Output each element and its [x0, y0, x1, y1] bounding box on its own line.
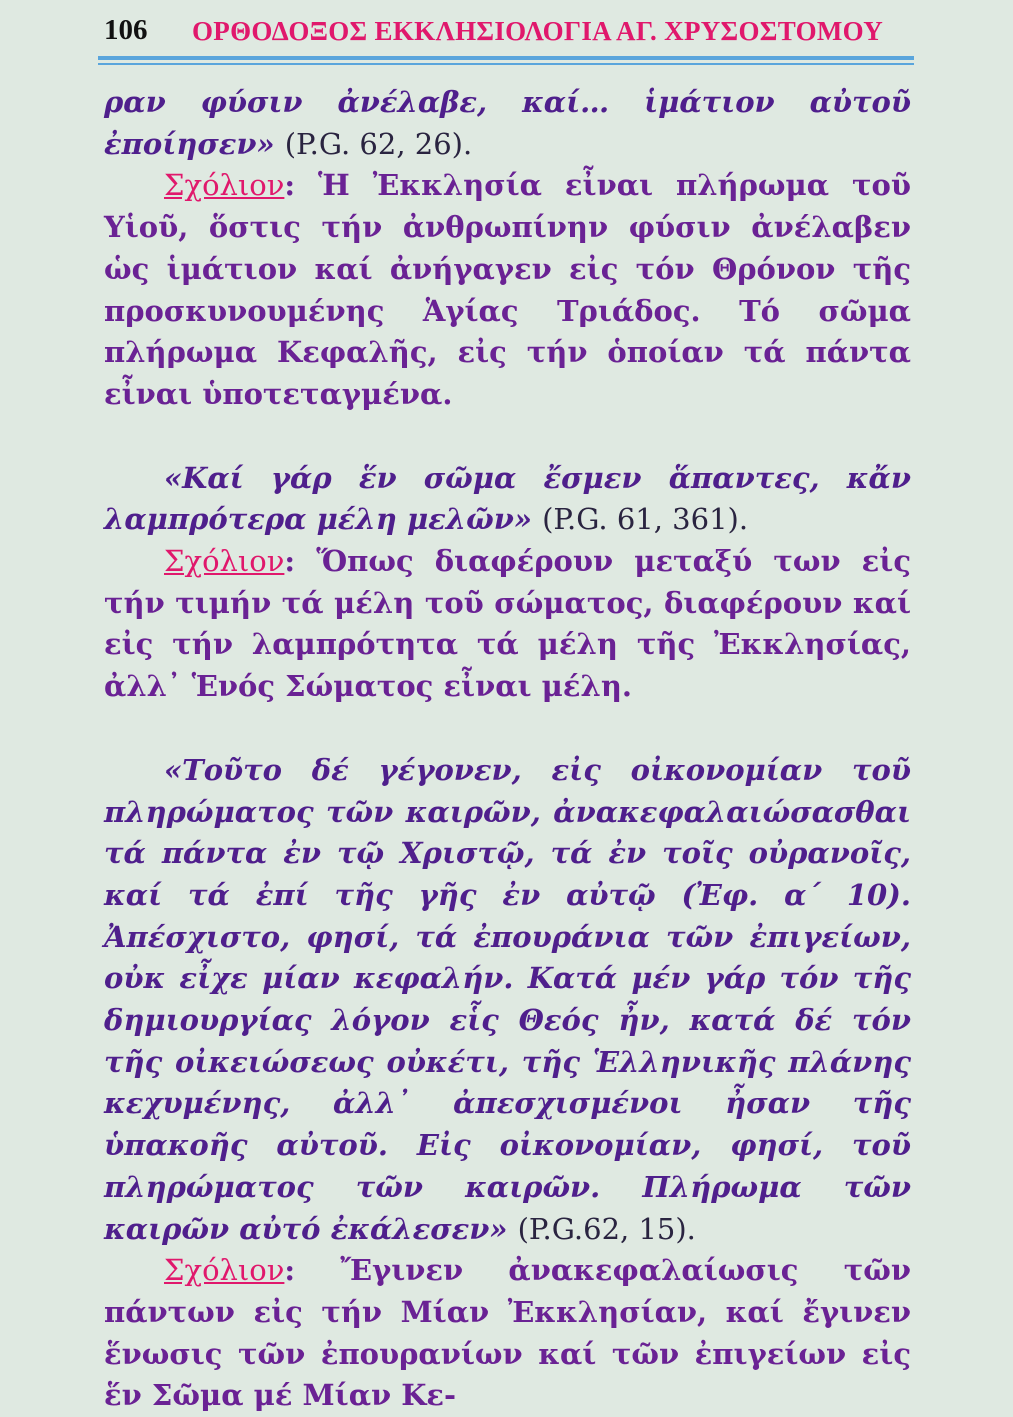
quote-text: «Τοῦτο δέ γέγονεν, εἰς οἰκονομίαν τοῦ πληρώματος τῶν καιρῶν, ἀνακεφαλαιώσασθαι τά πάντα ἐν τῷ Χριστῷ, τά ἐν τοῖς οὐρανοῖς, καί τά ἐπί τῆς γῆς ἐν αὐτῷ (Ἐφ. α΄ 10). Ἀπέσχιστο, φησί, τά ἐπουράνια τῶν ἐπιγείων, οὐκ εἶχε μίαν κεφαλήν. Κατά μέν γάρ τόν τῆς δημιουργίας λόγον εἷς Θεός ἦν, κατά δέ τόν τῆς οἰκειώσεως οὐκέτι, τῆς Ἑλληνικῆς πλάνης κεχυμένης, ἀλλ᾽ ἀπεσχισμένοι ἦσαν τῆς ὑπακοῆς αὐτοῦ. Εἰς οἰκονομίαν, φησί, τοῦ πληρώματος τῶν καιρῶν. Πλήρωμα τῶν καιρῶν αὐτό ἐκάλεσεν»	[104, 752, 911, 1246]
scholion-text: : Ἡ Ἐκκλησία εἶναι πλήρωμα τοῦ Υἱοῦ, ὅστις τήν ἀνθρωπίνην φύσιν ἀνέλαβεν ὡς ἱμάτιον καί ἀνήγαγεν εἰς τόν Θρόνον τῆς προσκυνουμένης Ἁγίας Τριάδος. Τό σῶμα πλήρωμα Κεφαλῆς, εἰς τήν ὁποίαν τά πάντα εἶναι ὑποτεταγμένα.	[104, 168, 911, 411]
scholion-text: : Ὅπως διαφέρουν μεταξύ των εἰς τήν τιμήν τά μέλη τοῦ σώματος, διαφέρουν καί εἰς τήν λαμπρότητα τά μέλη τῆς Ἐκκλησίας, ἀλλ᾽ Ἑνός Σώματος εἶναι μέλη.	[104, 544, 911, 704]
running-header-title: ΟΡΘΟΔΟΞΟΣ ΕΚΚΛΗΣΙΟΛΟΓΙΑ ΑΓ. ΧΡΥΣΟΣΤΟΜΟΥ	[192, 16, 884, 46]
scholion-label: Σχόλιον	[164, 544, 285, 579]
quote-text: ραν φύσιν ἀνέλαβε, καί… ἱμάτιον αὐτοῦ ἐποίησεν»	[104, 85, 911, 161]
scholion-paragraph	[104, 165, 911, 415]
quote-text: «Καί γάρ ἕν σῶμα ἔσμεν ἅπαντες, κἄν λαμπρότερα μέλη μελῶν»	[104, 460, 911, 537]
header-rule-thin	[98, 63, 914, 65]
paragraph-spacer	[104, 416, 911, 458]
patrologia-reference: (P.G. 62, 26).	[284, 126, 473, 161]
page-number: 106	[104, 14, 148, 46]
patrologia-reference: (P.G. 61, 361).	[542, 502, 749, 537]
paragraph-spacer	[104, 708, 911, 750]
scholion-paragraph	[104, 541, 911, 708]
scholion-text: : Ἔγινεν ἀνακεφαλαίωσις τῶν πάντων εἰς τήν Μίαν Ἐκκλησίαν, καί ἔγινεν ἕνωσις τῶν ἐπουρανίων καί τῶν ἐπιγείων εἰς ἕν Σῶμα μέ Μίαν Κε-	[104, 1253, 911, 1413]
scholion-paragraph	[104, 1250, 911, 1417]
quote-paragraph	[104, 82, 911, 165]
page-body	[104, 82, 911, 1417]
quote-paragraph	[104, 458, 911, 541]
scholion-label: Σχόλιον	[164, 168, 285, 203]
header-rule-thick	[98, 56, 914, 60]
scholion-label: Σχόλιον	[164, 1253, 285, 1288]
patrologia-reference: (P.G.62, 15).	[517, 1211, 696, 1246]
quote-paragraph	[104, 750, 911, 1250]
